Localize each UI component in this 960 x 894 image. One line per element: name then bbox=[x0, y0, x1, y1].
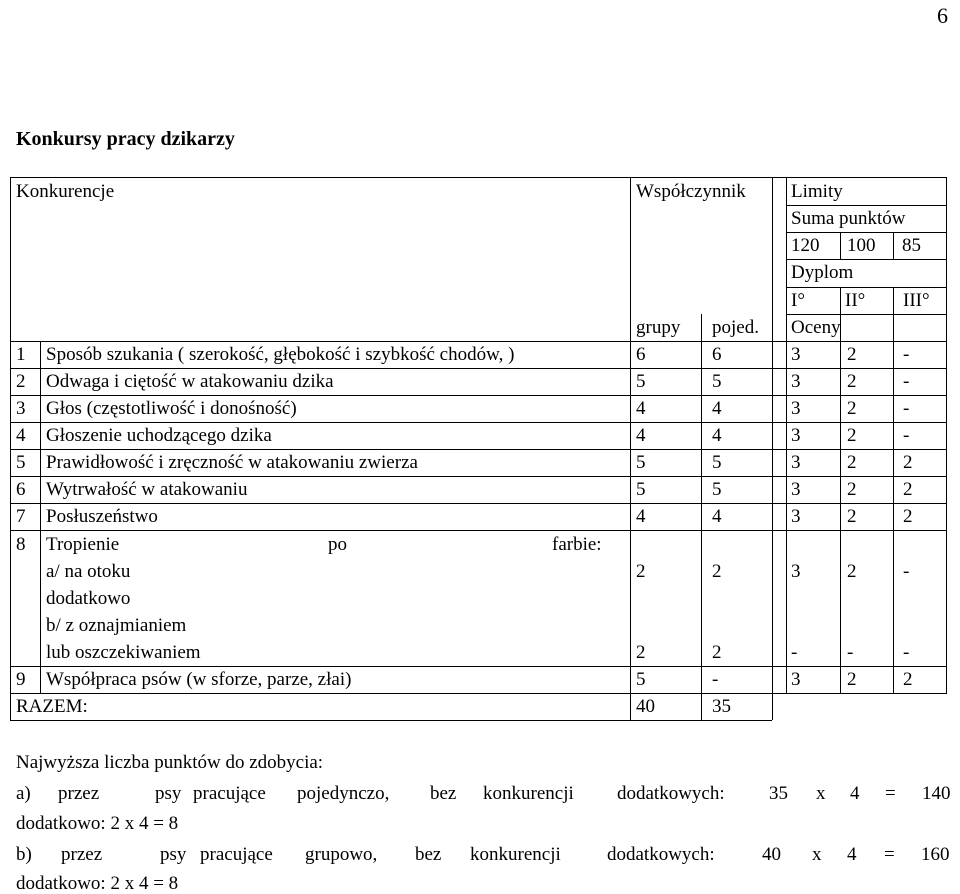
footer-word: x bbox=[812, 844, 822, 865]
footer-word: dodatkowych: bbox=[617, 783, 725, 804]
header-limity: Limity bbox=[791, 181, 843, 202]
footer-word: konkurencji bbox=[470, 844, 561, 865]
header-suma-punktow: Suma punktów bbox=[791, 208, 906, 229]
row-name: Posłuszeństwo bbox=[46, 506, 158, 527]
header-oceny: Oceny bbox=[791, 317, 841, 338]
row-dyplom-1: 3 bbox=[791, 669, 801, 690]
footer-word: bez bbox=[430, 783, 457, 804]
row-grupy: 5 bbox=[636, 371, 646, 392]
row-subline: b/ z oznajmianiem bbox=[46, 615, 187, 636]
row-name: Współpraca psów (w sforze, parze, złai) bbox=[46, 669, 352, 690]
row-grupy: 2 bbox=[636, 642, 646, 663]
row-dyplom-3: - bbox=[903, 398, 910, 419]
footer-extra-a: dodatkowo: 2 x 4 = 8 bbox=[16, 813, 179, 834]
row-pojed: 5 bbox=[712, 479, 722, 500]
header-konkurencje: Konkurencje bbox=[16, 181, 115, 202]
footer-word: pojedynczo, bbox=[297, 783, 390, 804]
row-dyplom-1: - bbox=[791, 642, 798, 663]
row-dyplom-3: - bbox=[903, 371, 910, 392]
row-grupy: 5 bbox=[636, 669, 646, 690]
row-number: 9 bbox=[16, 669, 26, 690]
razem-grupy: 40 bbox=[636, 696, 655, 717]
row-name: Wytrwałość w atakowaniu bbox=[46, 479, 248, 500]
footer-word: 160 bbox=[921, 844, 950, 865]
footer-word: 40 bbox=[762, 844, 781, 865]
row-dyplom-3: - bbox=[903, 561, 910, 582]
row-grupy: 2 bbox=[636, 561, 646, 582]
row-pojed: 4 bbox=[712, 506, 722, 527]
row-name: Odwaga i ciętość w atakowaniu dzika bbox=[46, 371, 334, 392]
row-grupy: 6 bbox=[636, 344, 646, 365]
row-dyplom-3: 2 bbox=[903, 452, 913, 473]
row-dyplom-1: 3 bbox=[791, 561, 801, 582]
footer-word: = bbox=[885, 783, 896, 804]
row-name: Sposób szukania ( szerokość, głębokość i szybkość chodów, ) bbox=[46, 344, 515, 365]
row-dyplom-2: 2 bbox=[847, 425, 857, 446]
row-subline: dodatkowo bbox=[46, 588, 131, 609]
header-suma-120: 120 bbox=[791, 235, 820, 256]
row-dyplom-3: 2 bbox=[903, 506, 913, 527]
footer-word: psy bbox=[160, 844, 187, 865]
row-dyplom-1: 3 bbox=[791, 506, 801, 527]
row-dyplom-3: - bbox=[903, 642, 910, 663]
footer-word: a) bbox=[16, 783, 31, 804]
row-dyplom-2: - bbox=[847, 642, 854, 663]
footer-word: psy bbox=[155, 783, 182, 804]
row-dyplom-2: 2 bbox=[847, 561, 857, 582]
row-grupy: 4 bbox=[636, 506, 646, 527]
footer-extra-b: dodatkowo: 2 x 4 = 8 bbox=[16, 873, 179, 894]
page-number: 6 bbox=[937, 3, 948, 28]
footer-word: 4 bbox=[850, 783, 860, 804]
footer-word: konkurencji bbox=[483, 783, 574, 804]
header-dyplom-1: I° bbox=[791, 290, 805, 311]
header-dyplom: Dyplom bbox=[791, 262, 854, 283]
row-number: 1 bbox=[16, 344, 26, 365]
row-subline: a/ na otoku bbox=[46, 561, 131, 582]
row-name: Prawidłowość i zręczność w atakowaniu zwierza bbox=[46, 452, 418, 473]
header-dyplom-2: II° bbox=[845, 290, 866, 311]
row-pojed: 4 bbox=[712, 398, 722, 419]
footer-word: grupowo, bbox=[305, 844, 378, 865]
row-dyplom-2: 2 bbox=[847, 479, 857, 500]
row-pojed: 6 bbox=[712, 344, 722, 365]
header-grupy: grupy bbox=[636, 317, 681, 338]
row-number: 7 bbox=[16, 506, 26, 527]
row-grupy: 4 bbox=[636, 425, 646, 446]
row-pojed: 2 bbox=[712, 642, 722, 663]
row-dyplom-1: 3 bbox=[791, 344, 801, 365]
footer-word: = bbox=[884, 844, 895, 865]
row-name-word: farbie: bbox=[552, 534, 602, 555]
row-pojed: - bbox=[712, 669, 719, 690]
row-dyplom-2: 2 bbox=[847, 506, 857, 527]
row-dyplom-3: 2 bbox=[903, 669, 913, 690]
footer-word: 140 bbox=[922, 783, 951, 804]
row-number: 5 bbox=[16, 452, 26, 473]
row-subline: lub oszczekiwaniem bbox=[46, 642, 201, 663]
footer-heading: Najwyższa liczba punktów do zdobycia: bbox=[16, 752, 324, 773]
row-grupy: 5 bbox=[636, 452, 646, 473]
footer-word: przez bbox=[61, 844, 103, 865]
header-suma-100: 100 bbox=[847, 235, 876, 256]
footer-word: b) bbox=[16, 844, 32, 865]
header-pojed: pojed. bbox=[712, 317, 759, 338]
page-title: Konkursy pracy dzikarzy bbox=[16, 128, 235, 150]
footer-word: x bbox=[816, 783, 826, 804]
row-number: 3 bbox=[16, 398, 26, 419]
footer-word: bez bbox=[415, 844, 442, 865]
row-grupy: 5 bbox=[636, 479, 646, 500]
row-number: 6 bbox=[16, 479, 26, 500]
row-dyplom-1: 3 bbox=[791, 452, 801, 473]
footer-word: 4 bbox=[847, 844, 857, 865]
row-dyplom-2: 2 bbox=[847, 398, 857, 419]
footer-word: pracujące bbox=[193, 783, 266, 804]
razem-pojed: 35 bbox=[712, 696, 731, 717]
row-dyplom-1: 3 bbox=[791, 479, 801, 500]
row-name-word: Tropienie bbox=[46, 534, 120, 555]
row-pojed: 5 bbox=[712, 452, 722, 473]
row-pojed: 5 bbox=[712, 371, 722, 392]
row-dyplom-2: 2 bbox=[847, 452, 857, 473]
row-pojed: 4 bbox=[712, 425, 722, 446]
row-number: 4 bbox=[16, 425, 26, 446]
row-dyplom-3: - bbox=[903, 425, 910, 446]
row-number: 2 bbox=[16, 371, 26, 392]
row-name-word: po bbox=[328, 534, 347, 555]
row-dyplom-2: 2 bbox=[847, 371, 857, 392]
row-name: Głos (częstotliwość i donośność) bbox=[46, 398, 297, 419]
row-dyplom-2: 2 bbox=[847, 344, 857, 365]
row-dyplom-1: 3 bbox=[791, 371, 801, 392]
header-dyplom-3: III° bbox=[903, 290, 930, 311]
header-suma-85: 85 bbox=[902, 235, 921, 256]
row-dyplom-1: 3 bbox=[791, 398, 801, 419]
row-dyplom-3: 2 bbox=[903, 479, 913, 500]
row-pojed: 2 bbox=[712, 561, 722, 582]
footer-word: pracujące bbox=[200, 844, 273, 865]
footer-word: przez bbox=[58, 783, 100, 804]
row-dyplom-1: 3 bbox=[791, 425, 801, 446]
header-wspolczynnik: Współczynnik bbox=[636, 181, 746, 202]
row-grupy: 4 bbox=[636, 398, 646, 419]
footer-word: 35 bbox=[769, 783, 788, 804]
row-number: 8 bbox=[16, 534, 26, 555]
row-dyplom-2: 2 bbox=[847, 669, 857, 690]
row-name: Głoszenie uchodzącego dzika bbox=[46, 425, 272, 446]
razem-label: RAZEM: bbox=[16, 696, 88, 717]
row-dyplom-3: - bbox=[903, 344, 910, 365]
footer-word: dodatkowych: bbox=[607, 844, 715, 865]
